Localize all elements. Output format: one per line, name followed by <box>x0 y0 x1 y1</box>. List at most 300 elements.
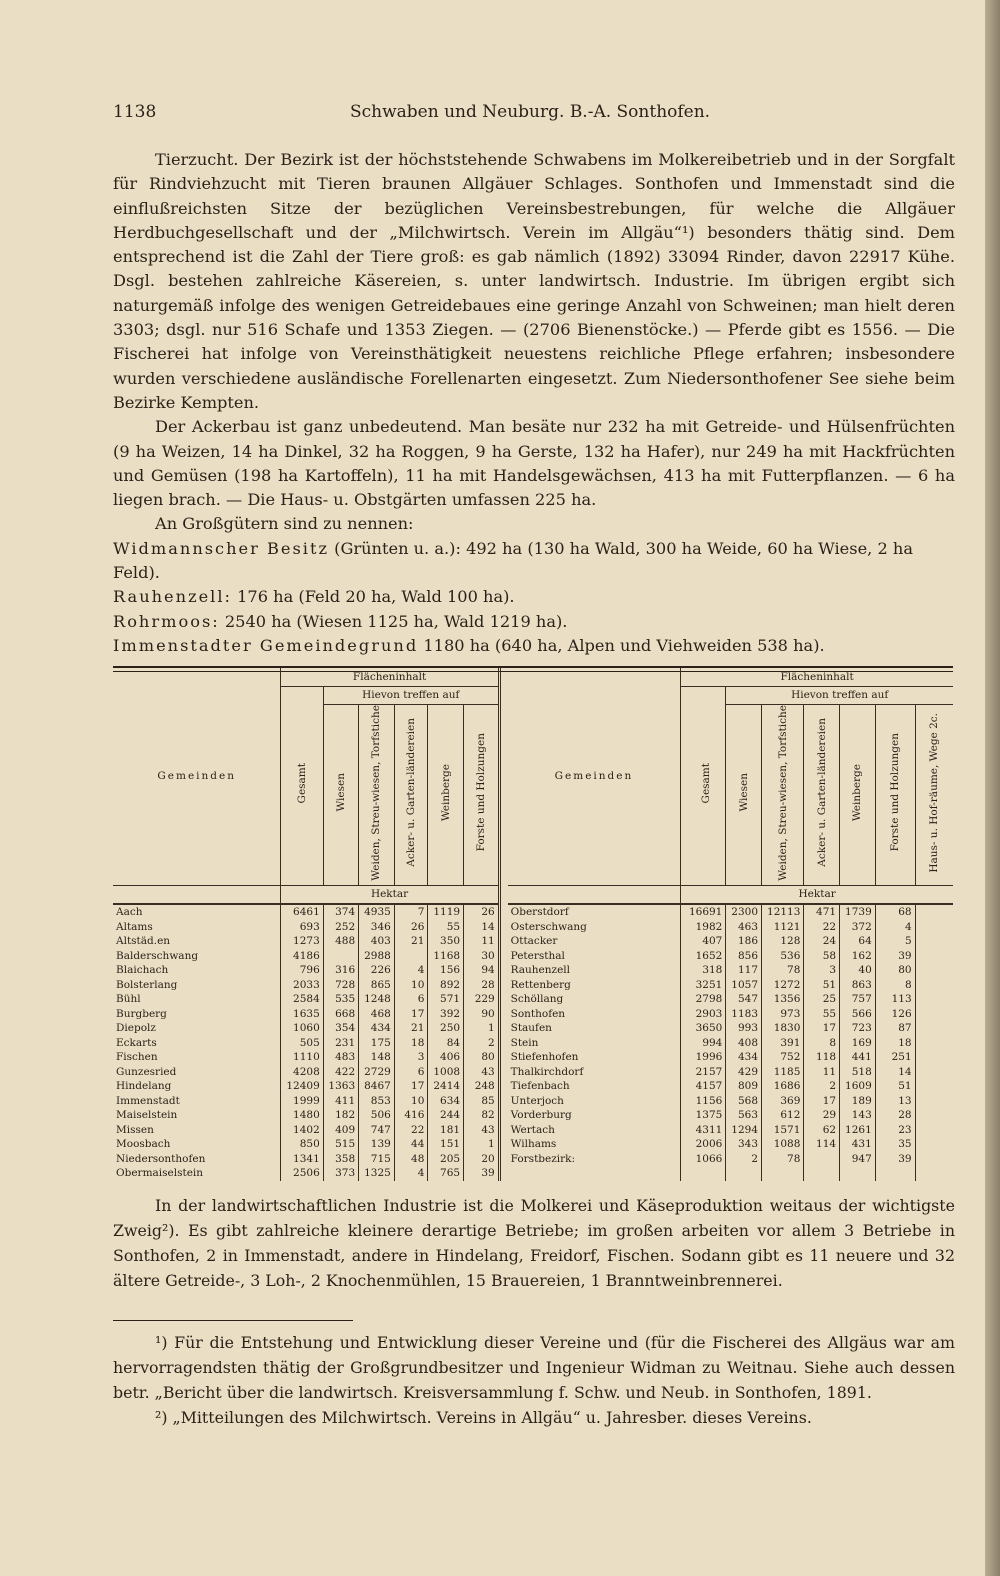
municipality-name: Missen <box>116 1123 154 1136</box>
estate-list <box>113 537 955 658</box>
table-cell: 4208 <box>281 1065 323 1080</box>
table-cell: 568 <box>726 1094 762 1109</box>
table-cell: 515 <box>323 1137 358 1152</box>
table-cell: 1119 <box>428 904 464 920</box>
table-cell: 2 <box>464 1036 500 1051</box>
table-cell: 248 <box>464 1079 500 1094</box>
table-cell: 17 <box>804 1021 840 1036</box>
unit-hektar: Hektar <box>281 885 499 904</box>
municipality-name: Tiefenbach <box>510 1080 570 1093</box>
table-cell: 113 <box>875 992 915 1007</box>
table-divider <box>499 920 507 935</box>
table-cell: 128 <box>762 934 804 949</box>
table-cell: 392 <box>428 1007 464 1022</box>
paragraph-industrie: In der landwirtschaftlichen Industrie ist die Molkerei und Käseproduktion weitaus der wichtigste Zweig²). Es gibt zahlreiche kleinere derartige Betriebe; im großen arbeiten vor allem 3 Betriebe in Sonthofen, 2 in Immenstadt, andere in Hindelang, Freidorf, Fischen. Sodann gibt es 11 neuere und 32 ältere Getreide-, 3 Loh-, 2 Knochenmühlen, 15 Brauereien, 1 Branntweinbrennerei. <box>113 1196 955 1290</box>
table-cell: 4 <box>875 920 915 935</box>
table-cell: 139 <box>359 1137 395 1152</box>
main-text <box>113 148 955 658</box>
table-cell: 28 <box>464 978 500 993</box>
table-cell: 186 <box>726 934 762 949</box>
table-cell: 571 <box>428 992 464 1007</box>
col-gemeinden: Gemeinden <box>113 668 281 885</box>
table-row <box>113 1094 953 1109</box>
table-cell: 668 <box>323 1007 358 1022</box>
municipality-name: Thalkirchdorf <box>510 1065 584 1078</box>
table-cell: 947 <box>840 1152 876 1167</box>
col-acker: Acker- u. Garten-ländereien <box>804 704 840 885</box>
estate-item: Rauhenzell: 176 ha (Feld 20 ha, Wald 100 ha). <box>113 587 515 607</box>
table-divider <box>499 1094 507 1109</box>
table-divider <box>499 1079 507 1094</box>
municipality-name: Stiefenhofen <box>510 1051 579 1064</box>
table-cell: 4186 <box>281 949 323 964</box>
table-cell: 4157 <box>681 1079 726 1094</box>
table-cell: 94 <box>464 963 500 978</box>
table-cell: 229 <box>464 992 500 1007</box>
table-cell: 1185 <box>762 1065 804 1080</box>
land-use-table <box>113 668 953 1181</box>
table-cell: 471 <box>804 904 840 920</box>
table-cell <box>508 1166 681 1181</box>
table-cell: 24 <box>804 934 840 949</box>
col-gemeinden: Gemeinden <box>508 668 681 885</box>
table-cell: 747 <box>359 1123 395 1138</box>
table-cell: 26 <box>464 904 500 920</box>
table-cell: 48 <box>394 1152 428 1167</box>
municipality-name: Diepolz <box>116 1022 156 1035</box>
table-cell: 403 <box>359 934 395 949</box>
table-row <box>113 1021 953 1036</box>
table-cell: 1356 <box>762 992 804 1007</box>
table-cell: 1686 <box>762 1079 804 1094</box>
table-cell: 39 <box>464 1166 500 1181</box>
table-cell: 434 <box>359 1021 395 1036</box>
table-cell: 80 <box>875 963 915 978</box>
table-cell: 318 <box>681 963 726 978</box>
table-divider <box>499 963 507 978</box>
table-cell: 518 <box>840 1065 876 1080</box>
table-row <box>113 1007 953 1022</box>
table-cell: 1996 <box>681 1050 726 1065</box>
table-row <box>113 963 953 978</box>
table-row <box>113 1050 953 1065</box>
table-cell: 25 <box>804 992 840 1007</box>
table-cell: 346 <box>359 920 395 935</box>
table-cell: 169 <box>840 1036 876 1051</box>
table-cell: 114 <box>804 1137 840 1152</box>
table-cell: 6461 <box>281 904 323 920</box>
table-cell: 1999 <box>281 1094 323 1109</box>
table-row <box>113 1108 953 1123</box>
table-divider <box>499 1007 507 1022</box>
table-cell: 536 <box>762 949 804 964</box>
table-cell: 64 <box>840 934 876 949</box>
table-cell: 58 <box>804 949 840 964</box>
table-cell: 406 <box>428 1050 464 1065</box>
table-cell: 14 <box>464 920 500 935</box>
table-cell: 4311 <box>681 1123 726 1138</box>
table-divider <box>499 949 507 964</box>
col-weinberge: Weinberge <box>428 704 464 885</box>
table-cell: 162 <box>840 949 876 964</box>
estate-item: Immenstadter Gemeindegrund 1180 ha (640 ha, Alpen und Viehweiden 538 ha). <box>113 635 825 655</box>
table-cell: 416 <box>394 1108 428 1123</box>
table-cell: 563 <box>726 1108 762 1123</box>
table-cell: 55 <box>804 1007 840 1022</box>
table-cell: 12409 <box>281 1079 323 1094</box>
table-cell: 4 <box>394 963 428 978</box>
table-cell: 2033 <box>281 978 323 993</box>
table-divider <box>499 1036 507 1051</box>
table-cell: 23 <box>875 1123 915 1138</box>
table-cell: 3 <box>394 1050 428 1065</box>
table-cell: 1830 <box>762 1021 804 1036</box>
col-gesamt: Gesamt <box>681 686 726 885</box>
table-cell: 1183 <box>726 1007 762 1022</box>
municipality-name: Wilhams <box>510 1138 557 1151</box>
table-row <box>113 1065 953 1080</box>
table-cell: 316 <box>323 963 358 978</box>
paragraph-ackerbau: Der Ackerbau ist ganz unbedeutend. Man besäte nur 232 ha mit Getreide- und Hülsenfrüchten (9 ha Weizen, 14 ha Dinkel, 32 ha Roggen, 9 ha Gerste, 132 ha Hafer), nur 249 ha mit Hackfrüchten und Gemüsen (198 ha Kartoffeln), 11 ha mit Handelsgewächsen, 413 ha mit Futterpflanzen. — 6 ha liegen brach. — Die Haus- u. Obstgärten umfassen 225 ha. <box>113 417 955 510</box>
table-cell: 2506 <box>281 1166 323 1181</box>
table-cell: 12113 <box>762 904 804 920</box>
table-cell: 2584 <box>281 992 323 1007</box>
table-cell: 1066 <box>681 1152 726 1167</box>
table-cell <box>394 949 428 964</box>
col-weinberge: Weinberge <box>840 704 876 885</box>
table-row <box>113 1137 953 1152</box>
table-divider <box>499 1021 507 1036</box>
table-cell: 752 <box>762 1050 804 1065</box>
table-cell: 43 <box>464 1065 500 1080</box>
table-cell: 1635 <box>281 1007 323 1022</box>
municipality-name: Osterschwang <box>510 920 587 933</box>
table-body <box>113 904 953 1181</box>
table-cell: 2903 <box>681 1007 726 1022</box>
col-hievon: Hievon treffen auf <box>726 686 953 704</box>
paragraph-tierzucht: Tierzucht. Der Bezirk ist der höchststehende Schwabens im Molkereibetrieb und in der Sorgfalt für Rindviehzucht mit Tieren braunen Allgäuer Schlages. Sonthofen und Immenstadt sind die einflußreichsten Sitze der bezüglichen Vereinsbestrebungen, für welche die Allgäuer Herdbuchgesellschaft und der „Milchwirtsch. Verein im Allgäu“¹) besonders thätig sind. Dem entsprechend ist die Zahl der Tiere groß: es gab nämlich (1892) 33094 Rinder, davon 22917 Kühe. Dsgl. bestehen zahlreiche Käsereien, s. unter landwirtsch. Industrie. Im übrigen ergibt sich naturgemäß infolge des wenigen Getreidebaues eine geringe Anzahl von Schweinen; man hielt deren 3303; dsgl. nur 516 Schafe und 1353 Ziegen. — (2706 Bienenstöcke.) — Pferde gibt es 1556. — Die Fischerei hat infolge von Vereinsthätigkeit neuestens reichliche Pflege erfahren; insbesondere wurden verschiedene ausländische Forellenarten eingesetzt. Zum Niedersonthofener See siehe beim Bezirke Kempten. <box>113 150 955 412</box>
municipality-name: Bühl <box>116 993 141 1006</box>
table-cell: 391 <box>762 1036 804 1051</box>
table-cell: 8 <box>804 1036 840 1051</box>
table-cell: 226 <box>359 963 395 978</box>
table-cell: 3 <box>804 963 840 978</box>
table-cell: 468 <box>359 1007 395 1022</box>
municipality-name: Stein <box>510 1036 539 1049</box>
table-divider <box>499 1166 507 1181</box>
table-cell: 250 <box>428 1021 464 1036</box>
table-cell: 973 <box>762 1007 804 1022</box>
col-flaecheninhalt: Flächeninhalt <box>281 668 499 686</box>
table-row <box>113 992 953 1007</box>
table-cell: 117 <box>726 963 762 978</box>
table-cell: 13 <box>875 1094 915 1109</box>
municipality-name: Unterjoch <box>510 1094 564 1107</box>
table-cell: 994 <box>681 1036 726 1051</box>
table-cell: 2798 <box>681 992 726 1007</box>
table-cell: 252 <box>323 920 358 935</box>
table-cell: 85 <box>464 1094 500 1109</box>
col-forste: Forste und Holzungen <box>464 704 500 885</box>
col-flaecheninhalt: Flächeninhalt <box>681 668 953 686</box>
municipality-name: Fischen <box>116 1051 158 1064</box>
municipality-name: Balderschwang <box>116 949 199 962</box>
table-cell: 43 <box>464 1123 500 1138</box>
table-row <box>113 920 953 935</box>
table-divider <box>499 1065 507 1080</box>
table-cell: 809 <box>726 1079 762 1094</box>
table-cell: 757 <box>840 992 876 1007</box>
table-cell: 1363 <box>323 1079 358 1094</box>
table-cell: 358 <box>323 1152 358 1167</box>
table-cell: 1110 <box>281 1050 323 1065</box>
table-cell: 22 <box>804 920 840 935</box>
table-cell: 189 <box>840 1094 876 1109</box>
table-cell: 39 <box>875 949 915 964</box>
table-cell: 865 <box>359 978 395 993</box>
table-divider <box>499 904 507 920</box>
table-cell: 1609 <box>840 1079 876 1094</box>
table-divider <box>499 992 507 1007</box>
table-cell: 148 <box>359 1050 395 1065</box>
table-cell: 1 <box>464 1021 500 1036</box>
table-cell: 7 <box>394 904 428 920</box>
table-cell: 244 <box>428 1108 464 1123</box>
table-cell: 2729 <box>359 1065 395 1080</box>
municipality-name: Petersthal <box>510 949 565 962</box>
table-cell: 1248 <box>359 992 395 1007</box>
col-hievon: Hievon treffen auf <box>323 686 499 704</box>
table-cell: 1088 <box>762 1137 804 1152</box>
table-cell: 2300 <box>726 904 762 920</box>
footnote-2: ²) „Mitteilungen des Milchwirtsch. Vereins in Allgäu“ u. Jahresber. dieses Vereins. <box>155 1408 812 1427</box>
page-edge <box>985 0 1000 1576</box>
municipality-name: Rauhenzell <box>510 964 570 977</box>
table-cell: 2988 <box>359 949 395 964</box>
table-cell: 22 <box>394 1123 428 1138</box>
municipality-name: Niedersonthofen <box>116 1152 206 1165</box>
table-cell: 18 <box>875 1036 915 1051</box>
municipality-name: Obermaiselstein <box>116 1167 204 1180</box>
table-cell: 182 <box>323 1108 358 1123</box>
table-cell: 126 <box>875 1007 915 1022</box>
table-cell <box>804 1152 840 1167</box>
table-cell: 408 <box>726 1036 762 1051</box>
table-cell: 2157 <box>681 1065 726 1080</box>
table-cell: 343 <box>726 1137 762 1152</box>
table-cell: 17 <box>394 1079 428 1094</box>
table-cell: 26 <box>394 920 428 935</box>
municipality-name: Immenstadt <box>116 1094 180 1107</box>
table-row <box>113 904 953 920</box>
table-cell: 205 <box>428 1152 464 1167</box>
table-cell: 68 <box>875 904 915 920</box>
table-cell: 1652 <box>681 949 726 964</box>
table-cell: 374 <box>323 904 358 920</box>
table-cell: 407 <box>681 934 726 949</box>
municipality-name: Hindelang <box>116 1080 172 1093</box>
table-cell: 1571 <box>762 1123 804 1138</box>
estate-item: Widmannscher Besitz (Grünten u. a.): 492 ha (130 ha Wald, 300 ha Weide, 60 ha Wiese, 2 ha Feld). <box>113 538 913 583</box>
table-cell: 612 <box>762 1108 804 1123</box>
table-cell: 62 <box>804 1123 840 1138</box>
table-cell: 17 <box>394 1007 428 1022</box>
table-cell: 1057 <box>726 978 762 993</box>
municipality-name: Rettenberg <box>510 978 571 991</box>
municipality-name: Bolsterlang <box>116 978 178 991</box>
municipality-name: Blaichach <box>116 964 169 977</box>
table-cell: 411 <box>323 1094 358 1109</box>
table-cell: 483 <box>323 1050 358 1065</box>
table-cell: 1273 <box>281 934 323 949</box>
page-header <box>113 100 953 130</box>
table-cell: 463 <box>726 920 762 935</box>
table-cell: 39 <box>875 1152 915 1167</box>
table-cell: 21 <box>394 1021 428 1036</box>
col-wiesen: Wiesen <box>726 704 762 885</box>
table-cell: 51 <box>804 978 840 993</box>
table-cell: 856 <box>726 949 762 964</box>
table-cell: 30 <box>464 949 500 964</box>
paragraph-grossgueter: An Großgütern sind zu nennen: <box>155 514 414 534</box>
table-cell: 118 <box>804 1050 840 1065</box>
table-cell: 10 <box>394 1094 428 1109</box>
municipality-name: Aach <box>116 906 143 919</box>
table-cell: 1341 <box>281 1152 323 1167</box>
col-acker: Acker- u. Garten-ländereien <box>394 704 428 885</box>
table-cell <box>804 1166 840 1181</box>
table-cell: 566 <box>840 1007 876 1022</box>
col-weiden: Weiden, Streu-wiesen, Torfstiche <box>359 704 395 885</box>
table-cell: 1060 <box>281 1021 323 1036</box>
table-cell: 1272 <box>762 978 804 993</box>
table-cell: 1325 <box>359 1166 395 1181</box>
table-cell: 715 <box>359 1152 395 1167</box>
table-cell: 354 <box>323 1021 358 1036</box>
table-cell: 796 <box>281 963 323 978</box>
col-weiden: Weiden, Streu-wiesen, Torfstiche <box>762 704 804 885</box>
table-cell: 78 <box>762 1152 804 1167</box>
table-cell: 1739 <box>840 904 876 920</box>
municipality-name: Altstäd.en <box>116 935 171 948</box>
col-forste: Forste und Holzungen <box>875 704 915 885</box>
table-cell: 84 <box>428 1036 464 1051</box>
table-cell: 78 <box>762 963 804 978</box>
table-cell: 8 <box>875 978 915 993</box>
table-cell: 80 <box>464 1050 500 1065</box>
table-row <box>113 949 953 964</box>
table-cell: 143 <box>840 1108 876 1123</box>
municipality-name: Maiselstein <box>116 1109 178 1122</box>
table-cell: 547 <box>726 992 762 1007</box>
table-cell: 5 <box>875 934 915 949</box>
table-cell: 853 <box>359 1094 395 1109</box>
table-cell: 251 <box>875 1050 915 1065</box>
table-cell <box>323 949 358 964</box>
municipality-name: Staufen <box>510 1022 552 1035</box>
municipality-name: Gunzesried <box>116 1065 177 1078</box>
table-cell: 693 <box>281 920 323 935</box>
table-divider <box>499 1137 507 1152</box>
table-cell: 3251 <box>681 978 726 993</box>
table-cell: 723 <box>840 1021 876 1036</box>
municipality-name: Altams <box>116 920 153 933</box>
municipality-name: Eckarts <box>116 1036 157 1049</box>
municipality-name: Vorderburg <box>510 1109 572 1122</box>
table-cell: 35 <box>875 1137 915 1152</box>
table-cell: 1261 <box>840 1123 876 1138</box>
table-cell: 4935 <box>359 904 395 920</box>
table-cell: 55 <box>428 920 464 935</box>
table-cell: 87 <box>875 1021 915 1036</box>
table-cell: 409 <box>323 1123 358 1138</box>
table-cell: 728 <box>323 978 358 993</box>
table-cell: 634 <box>428 1094 464 1109</box>
table-cell: 2006 <box>681 1137 726 1152</box>
table-cell: 1480 <box>281 1108 323 1123</box>
table-cell: 151 <box>428 1137 464 1152</box>
table-cell: 21 <box>394 934 428 949</box>
table-divider <box>499 1050 507 1065</box>
table-cell: 350 <box>428 934 464 949</box>
municipality-name: Forstbezirk: <box>510 1152 576 1165</box>
table-cell: 431 <box>840 1137 876 1152</box>
table-cell: 372 <box>840 920 876 935</box>
table-cell: 434 <box>726 1050 762 1065</box>
table-cell: 14 <box>875 1065 915 1080</box>
col-haus: Haus- u. Hof-räume, Wege 2c. <box>915 704 953 885</box>
table-cell: 3650 <box>681 1021 726 1036</box>
table-cell: 8467 <box>359 1079 395 1094</box>
table-cell: 1008 <box>428 1065 464 1080</box>
table-cell: 90 <box>464 1007 500 1022</box>
municipality-name: Wertach <box>510 1123 555 1136</box>
footnote-1: ¹) Für die Entstehung und Entwicklung dieser Vereine und (für die Fischerei des Allgäus war am hervorragendsten thätig der Großgrundbesitzer und Ingenieur Widman zu Weitnau. Siehe auch dessen betr. „Bericht über die landwirtsch. Kreisversammlung f. Schw. und Neub. in Sonthofen, 1891. <box>113 1333 955 1402</box>
table-divider <box>499 934 507 949</box>
table-cell: 422 <box>323 1065 358 1080</box>
table-cell: 231 <box>323 1036 358 1051</box>
table-cell: 82 <box>464 1108 500 1123</box>
table-cell: 441 <box>840 1050 876 1065</box>
table-cell: 181 <box>428 1123 464 1138</box>
table-divider <box>499 978 507 993</box>
table-cell: 16691 <box>681 904 726 920</box>
table-cell: 1168 <box>428 949 464 964</box>
table-cell: 51 <box>875 1079 915 1094</box>
table-cell: 506 <box>359 1108 395 1123</box>
col-gesamt: Gesamt <box>281 686 323 885</box>
table-cell: 40 <box>840 963 876 978</box>
table-cell: 6 <box>394 992 428 1007</box>
table-cell: 1402 <box>281 1123 323 1138</box>
table-cell: 6 <box>394 1065 428 1080</box>
table-cell: 17 <box>804 1094 840 1109</box>
table-cell: 44 <box>394 1137 428 1152</box>
estate-item: Rohrmoos: 2540 ha (Wiesen 1125 ha, Wald 1219 ha). <box>113 611 568 631</box>
table-cell: 20 <box>464 1152 500 1167</box>
col-wiesen: Wiesen <box>323 704 358 885</box>
table-cell <box>681 1166 726 1181</box>
table-cell: 892 <box>428 978 464 993</box>
table-divider <box>499 1123 507 1138</box>
table-divider <box>499 1108 507 1123</box>
table-row <box>113 934 953 949</box>
table-cell: 993 <box>726 1021 762 1036</box>
municipality-name: Ottacker <box>510 935 558 948</box>
table-cell: 863 <box>840 978 876 993</box>
table-cell: 1121 <box>762 920 804 935</box>
municipality-name: Burgberg <box>116 1007 167 1020</box>
